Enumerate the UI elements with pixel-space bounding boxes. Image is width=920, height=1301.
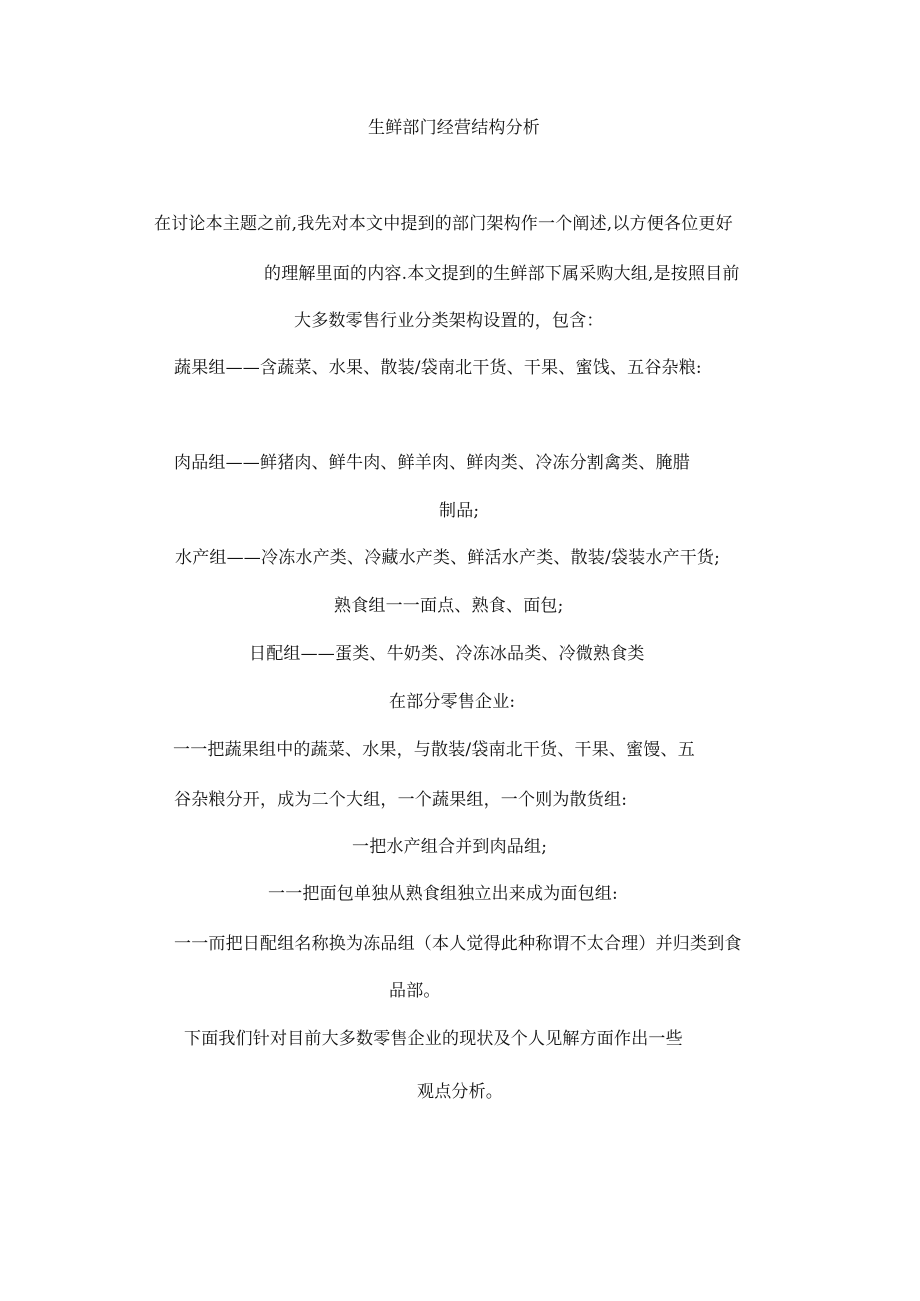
paragraph-line: 一一把蔬果组中的蔬菜、水果，与散装/袋南北干货、干果、蜜馒、五 bbox=[173, 740, 695, 760]
paragraph-line: 的理解里面的内容.本文提到的生鲜部下属采购大组,是按照目前 bbox=[264, 264, 740, 284]
paragraph-line: 观点分析。 bbox=[417, 1082, 503, 1102]
paragraph-line: 肉品组——鲜猪肉、鲜牛肉、鲜羊肉、鲜肉类、冷冻分割禽类、腌腊 bbox=[174, 453, 690, 473]
paragraph-line: 一把水产组合并到肉品组; bbox=[352, 837, 548, 857]
paragraph-line: 制品; bbox=[439, 501, 480, 521]
paragraph-line: 下面我们针对目前大多数零售企业的现状及个人见解方面作出一些 bbox=[184, 1029, 683, 1049]
paragraph-line: 日配组——蛋类、牛奶类、冷冻冰品类、冷微熟食类 bbox=[249, 644, 645, 664]
paragraph-line: 水产组——冷冻水产类、冷藏水产类、鲜活水产类、散装/袋装水产干货; bbox=[175, 548, 721, 568]
paragraph-line: 品部。 bbox=[389, 981, 441, 1001]
paragraph-line: 蔬果组——含蔬菜、水果、散装/袋南北干货、干果、蜜饯、五谷杂粮: bbox=[174, 358, 702, 378]
paragraph-line: 谷杂粮分开，成为二个大组，一个蔬果组，一个则为散货组: bbox=[174, 790, 628, 810]
paragraph-line: 熟食组一一面点、熟食、面包; bbox=[334, 596, 564, 616]
paragraph-line: 一一把面包单独从熟食组独立出来成为面包组: bbox=[268, 884, 618, 904]
paragraph-line: 一一而把日配组名称换为冻品组（本人觉得此种称谓不太合理）并归类到食 bbox=[174, 934, 742, 954]
paragraph-line: 在讨论本主题之前,我先对本文中提到的部门架构作一个阐述,以方便各位更好 bbox=[154, 214, 733, 234]
paragraph-line: 在部分零售企业: bbox=[389, 692, 516, 712]
document-title: 生鲜部门经营结构分析 bbox=[368, 118, 540, 138]
paragraph-line: 大多数零售行业分类架构设置的，包含： bbox=[294, 311, 604, 331]
